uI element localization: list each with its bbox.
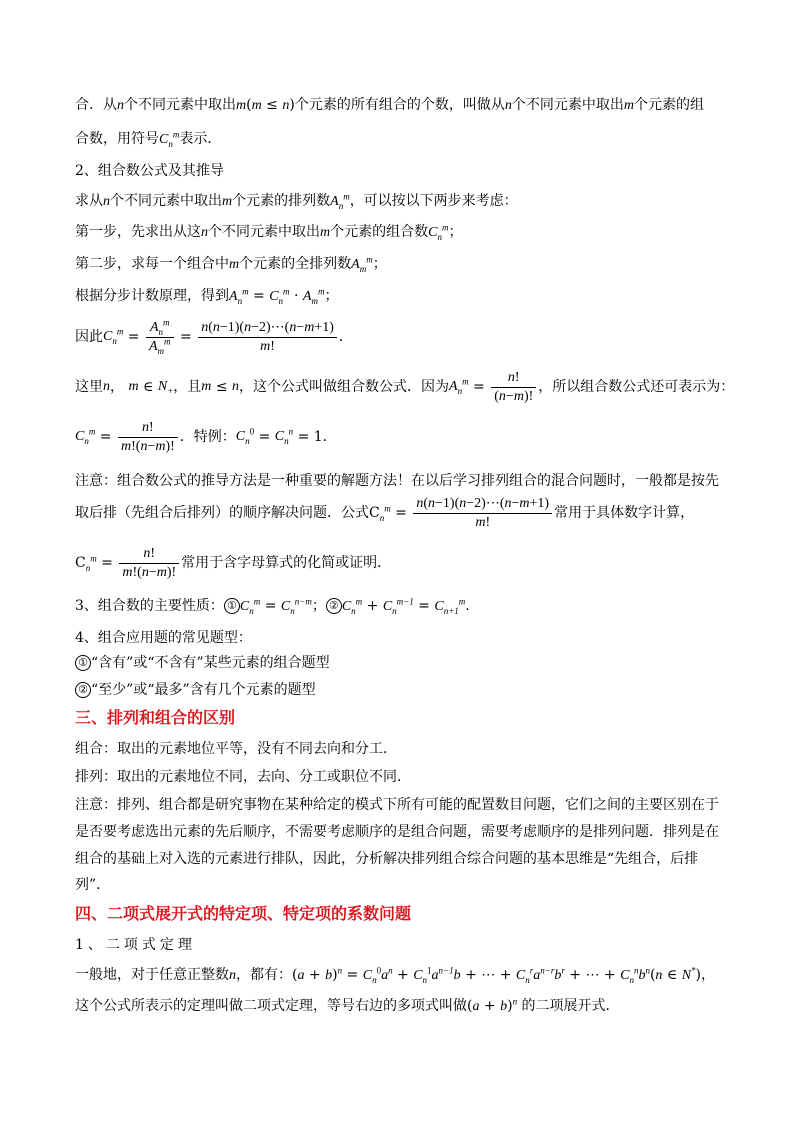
binomial-theorem: 一般地，对于任意正整数n，都有：$(a + b)^n = C_n^0a^n + C_n^1a^{n-1}b$ + ⋯ + $C_n^ra^{n-r}b^r$ + ⋯ + $C_n^nb^n(n$ ∈ N*)，: [75, 965, 715, 985]
text: 表示．: [179, 131, 222, 147]
text: “含有”或“不含有”某些元素的组合题型: [91, 655, 330, 671]
paragraph: 第一步，先求出从这n个不同元素中取出m个元素的组合数$C_n^m$；: [75, 222, 463, 242]
note-formula-line-2: $C_n^m$ = $\frac{n!}{m!(n-m)!}$ 常用于含字母算式的化简或证明．: [75, 545, 392, 580]
text: 这里: [75, 379, 103, 395]
text: ，: [110, 379, 124, 395]
paragraph: 注意：排列、组合都是研究事物在某种给定的模式下所有可能的配置数目问题，它们之间的主要区别在于: [75, 797, 719, 813]
subsection-title: 1、二项式定理: [75, 937, 196, 953]
text: 个不同元素中取出: [511, 97, 624, 113]
text: 一般地，对于任意正整数: [75, 967, 229, 983]
paragraph: 第二步，求每一个组合中m个元素的全排列数$A_m^m$；: [75, 254, 387, 274]
text: 个元素的组: [633, 97, 704, 113]
paragraph: 这个公式所表示的定理叫做二项式定理，等号右边的多项式叫做$(a + b)^n$ 的二项展开式．: [75, 996, 620, 1014]
section-heading-3: 三、排列和组合的区别: [75, 708, 236, 727]
text: 个不同元素中取出: [208, 224, 320, 240]
list-item: [75, 680, 754, 700]
text: ，且: [173, 379, 202, 395]
text: 个不同元素中取出: [110, 193, 222, 209]
section-heading-4: 四、二项式展开式的特定项、特定项的系数问题: [75, 904, 412, 923]
text: 常用于含字母算式的化简或证明．: [181, 555, 392, 571]
text: 因此: [75, 329, 103, 345]
text: ；: [372, 256, 387, 272]
text: 的二项展开式．: [521, 998, 620, 1014]
subsection-title: 2、组合数公式及其推导: [75, 163, 224, 179]
formula-factorial: $C_n^m$ = $\frac{n!}{m!(n-m)!}$ ．特例：$C_n^0 = C_n^n = 1$．: [75, 419, 337, 454]
circled-one: ①: [75, 655, 91, 671]
circled-one: ①: [224, 598, 240, 614]
list-item: [75, 653, 754, 673]
text: 个不同元素中取出: [124, 97, 236, 113]
paragraph: 根据分步计数原理，得到$A_n^m = C_n^m \cdot A_m^m$；: [75, 286, 339, 306]
paragraph-combination-symbol: 合数，用符号$C_n^m$表示．: [75, 129, 222, 149]
subsection-title: 4、组合应用题的常见题型：: [75, 630, 252, 646]
paragraph: 组合的基础上对入选的元素进行排队，因此，分析解决排列组合综合问题的基本思维是“先组合，后排: [75, 851, 699, 867]
text: 求从: [75, 193, 103, 209]
text: 个元素的全排列数: [239, 256, 352, 272]
text: ，这个公式叫做组合数公式．因为: [239, 379, 450, 395]
text: 3、组合数的主要性质：: [75, 598, 224, 614]
properties-line: 3、组合数的主要性质： ① $C_n^m = C_n^{n-m}$； ② $C_n^m + C_n^{m-1} = C_{n+1}^m$．: [75, 596, 480, 616]
note-paragraph: 注意：组合数公式的推导方法是一种重要的解题方法！在以后学习排列组合的混合问题时，一般都是按先: [75, 473, 719, 489]
paragraph: 是否要考虑选出元素的先后顺序，不需要考虑顺序的是组合问题，需要考虑顺序的是排列问题．排列是在: [75, 824, 719, 840]
circled-two: ②: [75, 682, 91, 698]
text: ；: [448, 224, 463, 240]
paragraph: 求从n个不同元素中取出m个元素的排列数$A_n^m$，可以按以下两步来考虑：: [75, 191, 518, 211]
paragraph: 组合：取出的元素地位平等，没有不同去向和分工．: [75, 741, 397, 757]
text: ；: [311, 598, 326, 614]
formula-combination: 因此$C_n^m$ = $\frac{A_n^m}{A_m^m}$ = $\frac{n(n-1)(n-2)\cdots(n-m+1)}{m!}$ ．: [75, 316, 353, 356]
text: 个元素的排列数: [232, 193, 331, 209]
text: ，都有：: [236, 967, 292, 983]
text: 常用于具体数字计算，: [554, 505, 695, 521]
text: 取后排（先组合后排列）的顺序解决问题．公式: [75, 505, 369, 521]
text: 第一步，先求出从这: [75, 224, 201, 240]
text: 根据分步计数原理，得到: [75, 288, 229, 304]
text: ，所以组合数公式还可表示为：: [538, 379, 735, 395]
paragraph-formula-note: 这里n， m ∈ $N_+$，且m ≤ n，这个公式叫做组合数公式．因为$A_n^m$ = $\frac{n!}{(n-m)!}$ ，所以组合数公式还可表示为：: [75, 369, 735, 404]
text: ．: [338, 329, 353, 345]
text: ，可以按以下两步来考虑：: [349, 193, 518, 209]
text: “至少”或“最多”含有几个元素的题型: [91, 682, 316, 698]
text: 合数，用符号: [75, 131, 159, 147]
paragraph-combination-definition: 合．从n个不同元素中取出m(m ≤ n)个元素的所有组合的个数，叫做从n个不同元素中取出m个元素的组: [75, 97, 704, 113]
text: 个元素的所有组合的个数，叫做从: [294, 97, 505, 113]
text: ．: [465, 598, 480, 614]
text: ；: [324, 288, 339, 304]
text: 第二步，求每一个组合中: [75, 256, 229, 272]
text: 个元素的组合数: [330, 224, 429, 240]
text: 这个公式所表示的定理叫做二项式定理，等号右边的多项式叫做: [75, 998, 467, 1014]
text: 合．从: [75, 97, 117, 113]
paragraph: 列”．: [75, 877, 111, 893]
text: ．特例：: [179, 429, 236, 445]
paragraph: 排列：取出的元素地位不同，去向、分工或职位不同．: [75, 769, 411, 785]
note-formula-line: 取后排（先组合后排列）的顺序解决问题．公式$C_n^m$ = $\frac{n(n-1)(n-2)\cdots(n-m+1)}{m!}$ 常用于具体数字计算，: [75, 495, 695, 530]
circled-two: ②: [326, 598, 342, 614]
